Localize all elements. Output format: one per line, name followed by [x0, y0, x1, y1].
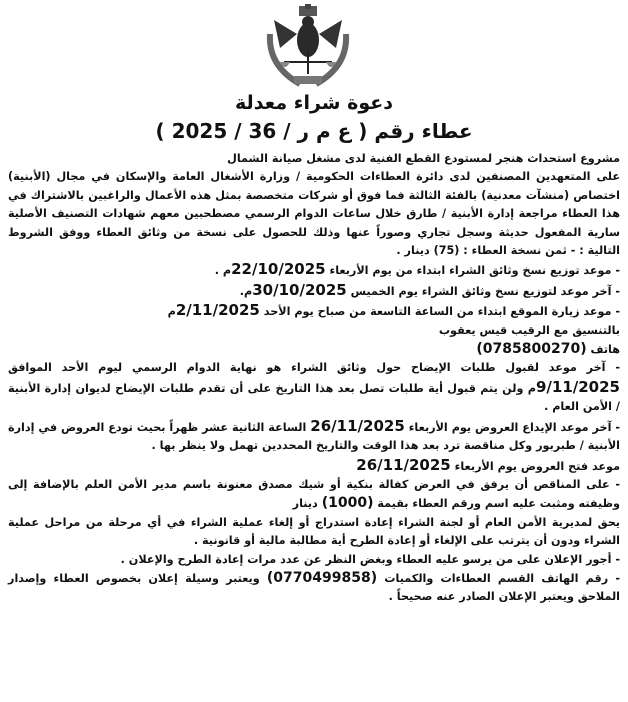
- coordination-contact: بالتنسيق مع الرقيب قيس يعقوب: [438, 323, 620, 337]
- project-description: مشروع استحداث هنجر لمستودع القطع الفنية لدى مشغل صيانة الشمال: [227, 152, 620, 165]
- bid-guarantee: - على المناقص أن يرفق في العرض كفالة بنكية أو شيك مصدق معنونة باسم مدير الأمن العلم بالإضافة إلى وظيفته ومثبت عليه اسم ورقم العطاء بقيمة (1000) دينار: [8, 477, 620, 512]
- clarification-deadline: - آخر موعد لقبول طلبات الإيضاح حول وثائق الشراء هو نهاية الدوام الرسمي ليوم الأحد الموافق 9/11/2025م ولن يتم قبول أية طلبات تصل بعد هذا التاريخ على أن تقدم طلبات الإيضاح لديوان إدارة الأبنية / الأمن العام .: [8, 361, 620, 414]
- tenders-phone: - رقم الهاتف القسم العطاءات والكميات (0770499858) ويعتبر وسيلة إعلان بخصوص العطاء وإصدار الملاحق ويعتبر الإعلان الصادر عنه صحيحاً .: [8, 569, 620, 604]
- submission-deadline-date: 26/11/2025: [310, 416, 405, 435]
- guarantee-amount: (1000): [321, 495, 374, 512]
- advertising-fees: - أجور الإعلان على من يرسو عليه العطاء وبغض النظر عن عدد مرات إعادة الطرح والإعلان .: [120, 552, 620, 566]
- public-security-emblem-icon: [258, 4, 358, 92]
- distribution-start-date: 22/10/2025: [231, 260, 326, 279]
- site-visit: - موعد زيارة الموقع ابتداء من الساعة التاسعة من صباح يوم الأحد 2/11/2025م: [167, 301, 620, 320]
- bid-opening-date: 26/11/2025: [356, 455, 451, 474]
- site-visit-date: 2/11/2025: [175, 301, 260, 320]
- contact-phone-number: (0785800270): [476, 341, 587, 358]
- eligibility-paragraph: على المتعهدين المصنفين لدى دائرة العطاءات الحكومية / وزارة الأشغال العامة والإسكان في مجال (الأبنية) اختصاص (منشآت معدنية) بالفئة الثالثة فما فوق أو شركات متخصصة بمثل هذه الأعمال والراغبين بالاشتراك في هذا العطاء مراجعة إدارة الأبنية / طارق خلال ساعات الدوام الرسمي مصطحبين معهم شهادات التصنيف الأصلية سارية المفعول حديثة وسجل تجاري وصوراً عنها وذلك للحصول على نسخة من وثائق العطاء ووفق الشروط التالية : - ثمن نسخة العطاء : (75) دينار .: [8, 170, 620, 258]
- cancellation-right: يحق لمديرية الأمن العام أو لجنة الشراء إعادة استدراج أو إلغاء عملية الشراء في أي مرحلة من مراحل عملية الشراء ودون أن يترتب على الإلغاء أو إعادة الطرح أية مطالبة مالية أو قانونية .: [8, 515, 620, 548]
- distribution-deadline: - آخر موعد لتوزيع نسخ وثائق الشراء يوم الخميس 30/10/2025م.: [239, 280, 620, 299]
- tender-number: عطاء رقم ( ع م ر / 36 / 2025 ): [155, 119, 473, 143]
- distribution-deadline-date: 30/10/2025: [252, 280, 347, 299]
- bid-opening: موعد فتح العروض يوم الأربعاء 26/11/2025: [356, 455, 620, 474]
- contact-phone: هاتف (0785800270): [476, 341, 620, 358]
- announcement-title: دعوة شراء معدلة: [235, 92, 393, 114]
- submission-deadline: - آخر موعد الإيداع العروض يوم الأربعاء 26/11/2025 الساعة الثانية عشر ظهراً بحيث تودع العروض في إدارة الأبنية / طبربور وكل مناقصة ترد بعد هذا الوقت والتاريخ المحددين تهمل ولا ينظر بها .: [8, 416, 620, 453]
- announcement-body: [8, 150, 620, 607]
- clarification-deadline-date: 9/11/2025: [535, 377, 620, 396]
- tenders-phone-number: (0770499858): [266, 569, 378, 586]
- distribution-start: - موعد توزيع نسخ وثائق الشراء ابتداء من يوم الأربعاء 22/10/2025م .: [214, 260, 620, 279]
